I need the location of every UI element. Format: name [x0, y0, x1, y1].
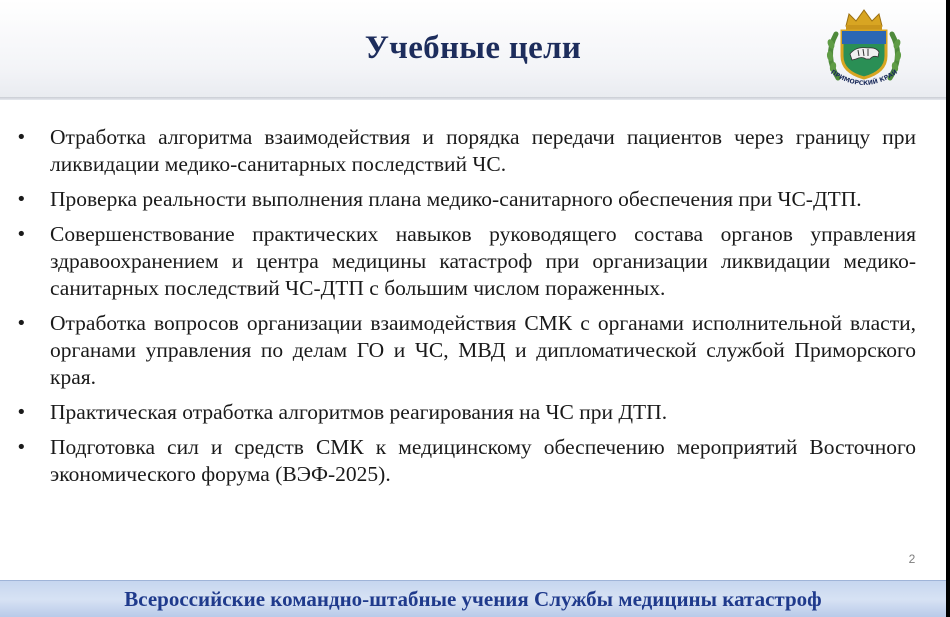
page-number: 2 [908, 552, 916, 566]
bullet-icon: • [16, 127, 27, 148]
slide-content [16, 124, 916, 496]
objectives-list [16, 124, 916, 488]
list-item [16, 221, 916, 302]
list-item-text: Практическая отработка алгоритмов реагирования на ЧС при ДТП. [50, 400, 668, 424]
list-item [16, 399, 916, 426]
primorsky-krai-coat-of-arms-icon [818, 4, 910, 96]
slide-header [0, 0, 946, 98]
bullet-icon: • [16, 437, 27, 458]
bullet-icon: • [16, 224, 27, 245]
list-item [16, 124, 916, 178]
list-item [16, 310, 916, 391]
footer-text: Всероссийские командно-штабные учения Службы медицины катастроф [124, 587, 822, 611]
list-item-text: Подготовка сил и средств СМК к медицинскому обеспечению мероприятий Восточного экономического форума (ВЭФ-2025). [50, 435, 916, 486]
slide-footer [0, 580, 946, 617]
bullet-icon: • [16, 402, 27, 423]
header-divider [0, 97, 946, 100]
bullet-icon: • [16, 189, 27, 210]
svg-text:ПРИМОРСКИЙ КРАЙ: ПРИМОРСКИЙ КРАЙ [829, 68, 899, 88]
list-item-text: Проверка реальности выполнения плана медико-санитарного обеспечения при ЧС-ДТП. [50, 187, 862, 211]
list-item-text: Отработка вопросов организации взаимодействия СМК с органами исполнительной власти, органами управления по делам ГО и ЧС, МВД и дипломатической службой Приморского края. [50, 311, 916, 389]
list-item [16, 186, 916, 213]
list-item [16, 434, 916, 488]
slide-title: Учебные цели [364, 30, 582, 66]
list-item-text: Отработка алгоритма взаимодействия и порядка передачи пациентов через границу при ликвидации медико-санитарных последствий ЧС. [50, 125, 916, 176]
bullet-icon: • [16, 313, 27, 334]
list-item-text: Совершенствование практических навыков руководящего состава органов управления здравоохранением и центра медицины катастроф при организации ликвидации медико-санитарных последствий ЧС-ДТП с большим числом пораженных. [50, 222, 916, 300]
